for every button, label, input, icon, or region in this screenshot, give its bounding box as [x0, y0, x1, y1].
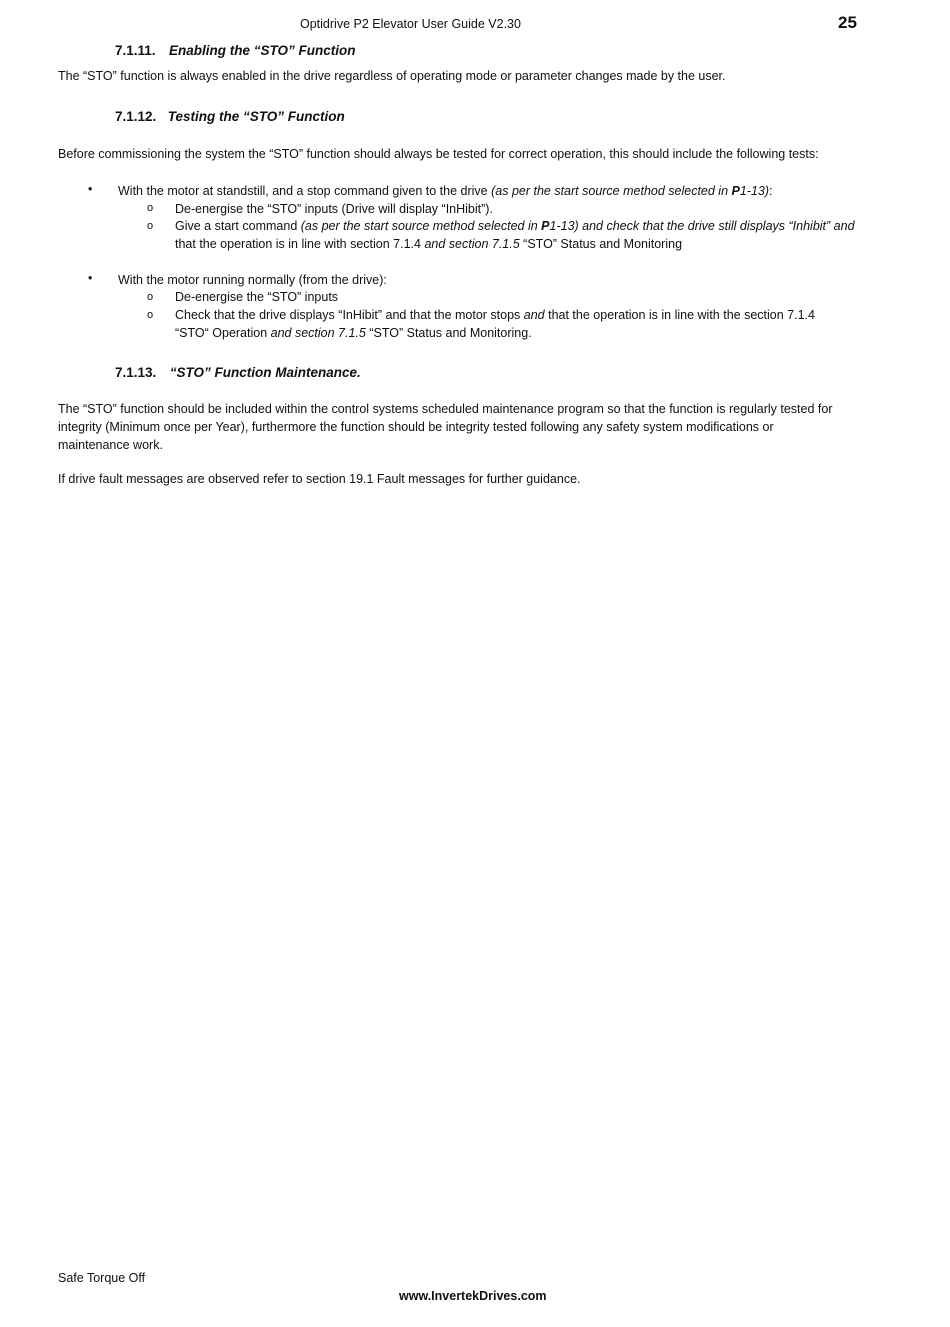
- list-item-italic: (as per the start source method selected in: [300, 219, 542, 233]
- sub-list-item-continuation: [175, 324, 532, 342]
- list-item-text: that the operation is in line with section 7.1.4: [175, 237, 425, 251]
- sub-list-item: De-energise the “STO” inputs: [175, 290, 339, 304]
- footer-section-name: Safe Torque Off: [58, 1271, 146, 1285]
- list-item-italic: and section 7.1.5: [270, 326, 366, 340]
- list-item-italic: 1-13): [739, 184, 770, 198]
- sub-bullet-marker: o: [147, 220, 154, 232]
- page-number: 25: [838, 13, 857, 32]
- section-heading-7-1-13: [115, 365, 361, 380]
- list-item: [118, 182, 773, 200]
- list-item-italic: 1-13) and check that the drive still displays “Inhibit” and: [549, 219, 855, 233]
- sub-list-item-continuation: [175, 235, 682, 253]
- section-number: 7.1.11.: [115, 43, 156, 58]
- list-item-text: Check that the drive displays “InHibit” and that the motor stops: [175, 308, 524, 322]
- sub-list-item: [175, 306, 815, 324]
- list-item-text: “STO” Status and Monitoring: [519, 237, 683, 251]
- page-header-title: Optidrive P2 Elevator User Guide V2.30: [300, 17, 521, 31]
- sub-bullet-marker: o: [147, 309, 154, 321]
- list-item-italic: and: [523, 308, 545, 322]
- section-body: If drive fault messages are observed refer to section 19.1 Fault messages for further guidance.: [58, 472, 581, 486]
- section-body-line: integrity (Minimum once per Year), furthermore the function should be integrity tested following any safety system modifications or: [58, 420, 774, 434]
- section-title: Testing the “STO” Function: [167, 109, 345, 124]
- list-item-text: With the motor at standstill, and a stop command given to the drive: [118, 184, 492, 198]
- list-item-text: :: [769, 184, 773, 198]
- section-title: “STO” Function Maintenance.: [169, 365, 361, 380]
- sub-bullet-marker: o: [147, 291, 154, 303]
- list-item-italic: (as per the start source method selected in: [491, 184, 732, 198]
- section-intro: Before commissioning the system the “STO” function should always be tested for correct operation, this should include the following tests:: [58, 147, 819, 161]
- sub-list-item: De-energise the “STO” inputs (Drive will display “InHibit”).: [175, 202, 493, 216]
- bullet-marker: •: [88, 271, 93, 285]
- sub-list-item: [175, 217, 855, 235]
- list-item-text: “STO” Status and Monitoring.: [365, 326, 532, 340]
- footer-website-link[interactable]: www.InvertekDrives.com: [399, 1289, 547, 1303]
- section-heading-7-1-11: [115, 43, 356, 58]
- parameter-bold: P: [541, 219, 550, 233]
- section-body-line: The “STO” function should be included within the control systems scheduled maintenance program so that the function is regularly tested for: [58, 402, 833, 416]
- sub-bullet-marker: o: [147, 202, 154, 214]
- section-number: 7.1.13.: [115, 365, 157, 380]
- list-item-text: that the operation is in line with the section 7.1.4: [544, 308, 815, 322]
- parameter-bold: P: [731, 184, 740, 198]
- section-title: Enabling the “STO” Function: [169, 43, 356, 58]
- list-item-italic: and section 7.1.5: [424, 237, 520, 251]
- section-body-line: maintenance work.: [58, 438, 163, 452]
- section-heading-7-1-12: [115, 109, 345, 124]
- list-item-text: Give a start command: [175, 219, 301, 233]
- section-body: The “STO” function is always enabled in the drive regardless of operating mode or parameter changes made by the user.: [58, 69, 726, 83]
- section-number: 7.1.12.: [115, 109, 157, 124]
- list-item-text: “STO“ Operation: [175, 326, 271, 340]
- list-item: With the motor running normally (from the drive):: [118, 273, 387, 287]
- bullet-marker: •: [88, 182, 93, 196]
